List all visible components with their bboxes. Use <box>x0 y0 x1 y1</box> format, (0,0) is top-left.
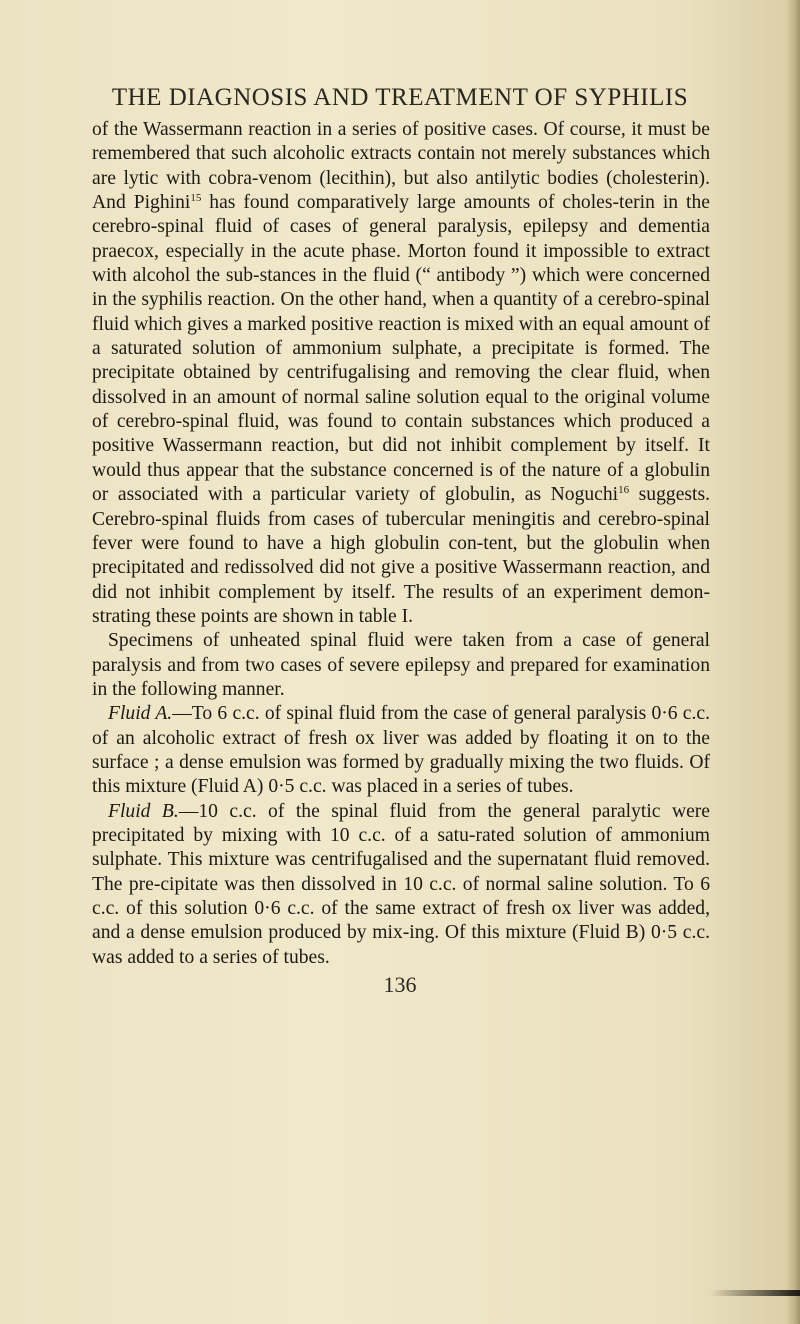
fluid-a-label: Fluid A. <box>108 703 173 725</box>
page-corner-mark <box>710 1290 800 1296</box>
paragraph-fluid-a <box>92 702 710 799</box>
paragraph-text: suggests. Cerebro-spinal fluids from cases of tubercular meningitis and cerebro-spinal fever were found to have a high globulin con-tent, but the globulin when precipitated and redissolved did not give a positive Wassermann reaction, and did not inhibit complement by itself. The results of an experiment demon-strating these points are shown in table I. <box>92 484 710 627</box>
paragraph-text: of the Wassermann reaction in a series of positive cases. Of course, it must be remembered that such alcoholic extracts contain not merely substances which are lytic with cobra-venom (lecithin), but also antilytic bodies (cholesterin). And Pighini <box>92 119 710 214</box>
paragraph-continued <box>92 118 710 629</box>
paragraph-text: —To 6 c.c. of spinal fluid from the case of general paralysis 0·6 c.c. of an alcoholic extract of fresh ox liver was added by floating it on to the surface ; a dense emulsion was formed by gradually mixing the two fluids. Of this mixture (Fluid A) 0·5 c.c. was placed in a series of tubes. <box>92 703 710 798</box>
paragraph-text: —10 c.c. of the spinal fluid from the general paralytic were precipitated by mixing with 10 c.c. of a satu-rated solution of ammonium sulphate. This mixture was centrifugalised and the supernatant fluid removed. The pre-cipitate was then dissolved in 10 c.c. of normal saline solution. To 6 c.c. of this solution 0·6 c.c. of the same extract of fresh ox liver was added, and a dense emulsion produced by mix-ing. Of this mixture (Fluid B) 0·5 c.c. was added to a series of tubes. <box>92 800 711 968</box>
fluid-b-label: Fluid B. <box>108 800 179 822</box>
body-text <box>92 118 710 970</box>
footnote-reference: 15 <box>190 192 202 205</box>
running-head: THE DIAGNOSIS AND TREATMENT OF SYPHILIS <box>111 84 689 111</box>
page-edge-shadow <box>786 0 800 1324</box>
paragraph-specimens: Specimens of unheated spinal fluid were taken from a case of general paralysis and from two cases of severe epilepsy and prepared for examination in the following manner. <box>92 630 710 700</box>
footnote-reference: 16 <box>618 484 630 497</box>
paragraph-text: has found comparatively large amounts of choles-terin in the cerebro-spinal fluid of cases of general paralysis, epilepsy and dementia praecox, especially in the acute phase. Morton found it impossible to extract with alcohol the sub-stances in the fluid (“ antibody ”) which were concerned in the syphilis reaction. On the other hand, when a quantity of a cerebro-spinal fluid which gives a marked positive reaction is mixed with an equal amount of a saturated solution of ammonium sulphate, a precipitate is formed. The precipitate obtained by centrifugalising and removing the clear fluid, when dissolved in an amount of normal saline solution equal to the original volume of cerebro-spinal fluid, was found to contain substances which produced a positive Wassermann reaction, but did not inhibit complement by itself. It would thus appear that the substance concerned is of the nature of a globulin or associated with a particular variety of globulin, as Noguchi <box>92 192 710 506</box>
page-number: 136 <box>383 972 417 997</box>
paragraph-fluid-b <box>92 800 710 970</box>
